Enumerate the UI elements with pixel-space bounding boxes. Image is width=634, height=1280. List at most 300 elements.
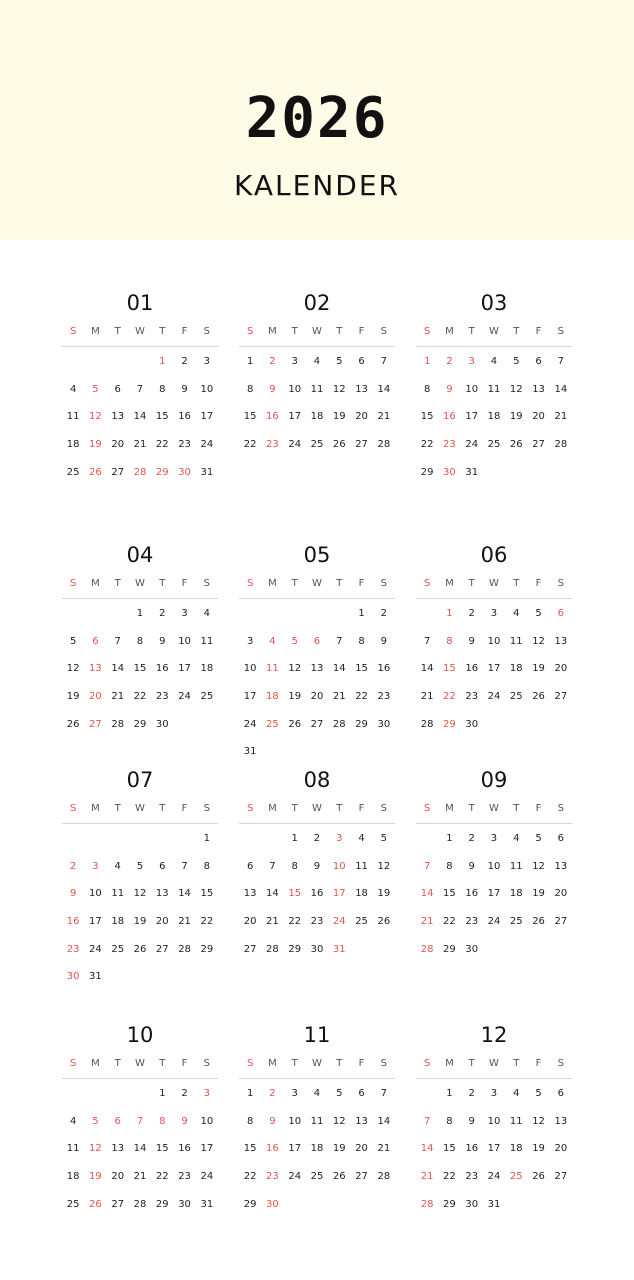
day-cell: 28 bbox=[111, 718, 125, 730]
day-cell: 28 bbox=[420, 943, 434, 955]
day-cell: 18 bbox=[111, 916, 125, 928]
month-title: 11 bbox=[303, 1023, 331, 1047]
day-cell: 8 bbox=[446, 1115, 453, 1127]
day-cell: 20 bbox=[89, 691, 102, 703]
day-cell: 15 bbox=[288, 888, 302, 900]
day-cell: 15 bbox=[155, 1143, 169, 1155]
day-cell: 18 bbox=[509, 663, 523, 675]
day-cell: 8 bbox=[246, 1115, 254, 1127]
day-cell: 18 bbox=[509, 888, 523, 900]
month-12 bbox=[416, 1022, 572, 1218]
day-cell: 21 bbox=[111, 691, 125, 703]
day-cell: 15 bbox=[133, 663, 147, 675]
day-cell: 28 bbox=[377, 1171, 391, 1183]
day-empty bbox=[328, 600, 350, 628]
day-cell: 25 bbox=[509, 691, 523, 703]
day-cell: 13 bbox=[111, 411, 125, 423]
day-cell: 23 bbox=[266, 439, 279, 451]
day-cell: 24 bbox=[487, 1171, 501, 1183]
weekday-label: T bbox=[336, 1058, 343, 1069]
month-title: 09 bbox=[480, 768, 508, 792]
day-cell: 22 bbox=[155, 439, 169, 451]
day-cell: 28 bbox=[133, 1198, 147, 1210]
year-title: 2026 bbox=[245, 86, 389, 151]
day-cell: 3 bbox=[336, 833, 343, 844]
weekday-label: S bbox=[423, 326, 431, 337]
day-cell: 3 bbox=[291, 356, 298, 367]
day-cell: 30 bbox=[66, 971, 80, 983]
day-cell: 16 bbox=[178, 411, 191, 423]
day-cell: 10 bbox=[89, 888, 102, 900]
day-cell: 26 bbox=[66, 718, 80, 730]
day-cell: 8 bbox=[136, 635, 144, 647]
day-cell: 28 bbox=[377, 439, 391, 451]
day-cell: 28 bbox=[178, 943, 191, 955]
day-cell: 15 bbox=[243, 411, 257, 423]
day-empty bbox=[84, 825, 106, 853]
day-empty bbox=[306, 600, 328, 628]
day-cell: 4 bbox=[513, 608, 520, 619]
day-cell: 6 bbox=[159, 860, 166, 872]
day-cell: 24 bbox=[178, 691, 191, 703]
day-cell: 22 bbox=[355, 691, 368, 703]
day-empty bbox=[107, 1080, 129, 1108]
day-cell: 17 bbox=[178, 663, 191, 675]
day-cell: 6 bbox=[358, 1088, 365, 1099]
day-cell: 26 bbox=[133, 943, 147, 955]
weekday-label: M bbox=[91, 803, 100, 814]
day-cell: 5 bbox=[92, 1115, 99, 1127]
day-cell: 14 bbox=[377, 1115, 391, 1127]
day-cell: 7 bbox=[336, 635, 343, 647]
day-cell: 2 bbox=[181, 1088, 188, 1099]
day-cell: 15 bbox=[200, 888, 214, 900]
day-cell: 11 bbox=[509, 860, 523, 872]
day-cell: 26 bbox=[377, 916, 391, 928]
weekday-label: M bbox=[445, 803, 454, 814]
day-cell: 21 bbox=[266, 916, 279, 928]
day-cell: 7 bbox=[557, 356, 565, 367]
day-cell: 9 bbox=[69, 888, 77, 900]
day-cell: 15 bbox=[155, 411, 169, 423]
day-cell: 1 bbox=[446, 1088, 453, 1099]
day-cell: 13 bbox=[554, 860, 568, 872]
day-cell: 7 bbox=[423, 1115, 431, 1127]
day-cell: 29 bbox=[443, 718, 456, 730]
day-cell: 8 bbox=[358, 635, 365, 647]
day-cell: 24 bbox=[288, 439, 302, 451]
day-cell: 27 bbox=[554, 1171, 568, 1183]
day-cell: 27 bbox=[111, 466, 125, 478]
day-cell: 2 bbox=[269, 356, 276, 367]
day-cell: 25 bbox=[66, 466, 80, 478]
day-empty bbox=[129, 1080, 151, 1108]
day-cell: 31 bbox=[243, 746, 257, 758]
weekday-label: W bbox=[135, 326, 145, 337]
day-cell: 16 bbox=[155, 663, 169, 675]
day-cell: 30 bbox=[377, 718, 391, 730]
day-cell: 17 bbox=[288, 1143, 302, 1155]
day-cell: 24 bbox=[200, 439, 214, 451]
day-cell: 22 bbox=[133, 691, 147, 703]
day-cell: 18 bbox=[200, 663, 214, 675]
month-11 bbox=[239, 1022, 395, 1218]
day-cell: 27 bbox=[111, 1198, 125, 1210]
day-cell: 12 bbox=[133, 888, 147, 900]
weekday-label: T bbox=[159, 326, 166, 337]
day-cell: 7 bbox=[423, 860, 431, 872]
day-cell: 4 bbox=[269, 635, 276, 647]
day-cell: 13 bbox=[554, 1115, 568, 1127]
day-cell: 19 bbox=[377, 888, 391, 900]
day-empty bbox=[151, 825, 173, 853]
day-cell: 25 bbox=[509, 1171, 523, 1183]
day-cell: 15 bbox=[243, 1143, 257, 1155]
day-cell: 22 bbox=[155, 1171, 169, 1183]
day-cell: 16 bbox=[377, 663, 391, 675]
weekday-label: M bbox=[268, 578, 277, 589]
day-cell: 27 bbox=[155, 943, 169, 955]
weekday-label: F bbox=[358, 1058, 365, 1069]
day-cell: 2 bbox=[446, 356, 453, 367]
day-cell: 17 bbox=[89, 916, 102, 928]
day-cell: 19 bbox=[66, 691, 80, 703]
day-cell: 22 bbox=[443, 1171, 456, 1183]
day-cell: 17 bbox=[465, 411, 479, 423]
month-title: 04 bbox=[126, 543, 154, 567]
day-cell: 23 bbox=[66, 943, 80, 955]
month-title: 03 bbox=[480, 291, 508, 315]
day-cell: 1 bbox=[246, 1088, 254, 1099]
day-cell: 5 bbox=[69, 635, 77, 647]
day-cell: 19 bbox=[532, 1143, 545, 1155]
weekday-label: T bbox=[114, 1058, 121, 1069]
weekday-label: W bbox=[135, 1058, 145, 1069]
day-cell: 25 bbox=[66, 1198, 80, 1210]
month-09 bbox=[416, 767, 572, 963]
day-cell: 28 bbox=[332, 718, 346, 730]
day-cell: 6 bbox=[535, 356, 542, 367]
weekday-label: M bbox=[445, 326, 454, 337]
day-cell: 16 bbox=[266, 411, 279, 423]
day-cell: 7 bbox=[423, 635, 431, 647]
day-cell: 26 bbox=[89, 466, 102, 478]
day-grid bbox=[416, 1080, 572, 1218]
weekday-label: S bbox=[246, 803, 254, 814]
day-cell: 28 bbox=[554, 439, 568, 451]
day-cell: 10 bbox=[288, 383, 302, 395]
day-cell: 19 bbox=[133, 916, 147, 928]
day-cell: 26 bbox=[332, 439, 346, 451]
day-empty bbox=[62, 348, 84, 376]
weekday-label: T bbox=[291, 578, 298, 589]
month-title: 12 bbox=[480, 1023, 508, 1047]
day-empty bbox=[239, 600, 261, 628]
day-cell: 10 bbox=[243, 663, 257, 675]
weekday-label: S bbox=[203, 1058, 211, 1069]
day-empty bbox=[173, 825, 195, 853]
weekday-label: W bbox=[312, 803, 322, 814]
day-cell: 30 bbox=[178, 466, 191, 478]
day-grid bbox=[62, 1080, 218, 1218]
month-title: 06 bbox=[480, 543, 508, 567]
day-cell: 18 bbox=[355, 888, 368, 900]
day-cell: 4 bbox=[490, 356, 498, 367]
day-cell: 4 bbox=[114, 860, 121, 872]
day-cell: 11 bbox=[487, 383, 501, 395]
weekday-label: T bbox=[114, 803, 121, 814]
calendar-subtitle: KALENDER bbox=[234, 169, 400, 202]
day-grid bbox=[239, 1080, 395, 1218]
weekday-label: F bbox=[181, 803, 188, 814]
weekday-label: S bbox=[557, 326, 565, 337]
day-cell: 23 bbox=[155, 691, 169, 703]
day-cell: 12 bbox=[66, 663, 80, 675]
calendar-header bbox=[0, 0, 634, 240]
weekday-label: W bbox=[135, 578, 145, 589]
weekday-label: S bbox=[203, 803, 211, 814]
weekday-label: S bbox=[557, 1058, 565, 1069]
day-empty bbox=[62, 1080, 84, 1108]
day-cell: 3 bbox=[490, 608, 498, 619]
day-cell: 6 bbox=[313, 635, 321, 647]
day-cell: 20 bbox=[243, 916, 257, 928]
weekday-label: T bbox=[291, 326, 298, 337]
day-cell: 6 bbox=[358, 356, 365, 367]
day-cell: 21 bbox=[332, 691, 346, 703]
day-empty bbox=[261, 600, 283, 628]
day-cell: 9 bbox=[380, 635, 388, 647]
day-cell: 6 bbox=[114, 1115, 121, 1127]
day-cell: 8 bbox=[446, 860, 453, 872]
day-cell: 10 bbox=[487, 860, 501, 872]
day-cell: 5 bbox=[336, 356, 343, 367]
day-cell: 8 bbox=[446, 635, 453, 647]
weekday-header bbox=[239, 574, 395, 599]
weekday-label: S bbox=[203, 578, 211, 589]
weekday-label: S bbox=[380, 803, 388, 814]
day-cell: 12 bbox=[532, 1115, 545, 1127]
weekday-label: F bbox=[358, 326, 365, 337]
day-grid bbox=[416, 825, 572, 963]
day-cell: 23 bbox=[443, 439, 456, 451]
day-cell: 22 bbox=[200, 916, 214, 928]
day-cell: 1 bbox=[159, 1088, 166, 1099]
day-cell: 11 bbox=[509, 1115, 523, 1127]
month-title: 10 bbox=[126, 1023, 154, 1047]
day-cell: 2 bbox=[159, 608, 166, 619]
day-empty bbox=[107, 600, 129, 628]
day-cell: 12 bbox=[377, 860, 391, 872]
day-cell: 19 bbox=[509, 411, 523, 423]
day-cell: 1 bbox=[203, 833, 211, 844]
day-cell: 5 bbox=[535, 833, 542, 844]
day-cell: 5 bbox=[291, 635, 298, 647]
day-cell: 12 bbox=[509, 383, 523, 395]
weekday-label: M bbox=[445, 1058, 454, 1069]
weekday-header bbox=[62, 799, 218, 824]
weekday-label: W bbox=[312, 578, 322, 589]
weekday-label: T bbox=[291, 803, 298, 814]
day-cell: 9 bbox=[446, 383, 453, 395]
day-cell: 1 bbox=[159, 356, 166, 367]
day-cell: 14 bbox=[111, 663, 125, 675]
day-cell: 26 bbox=[89, 1198, 102, 1210]
day-cell: 3 bbox=[246, 635, 254, 647]
day-cell: 23 bbox=[465, 916, 479, 928]
day-cell: 13 bbox=[310, 663, 324, 675]
day-cell: 4 bbox=[69, 383, 77, 395]
day-cell: 1 bbox=[291, 833, 298, 844]
day-empty bbox=[62, 600, 84, 628]
weekday-label: F bbox=[535, 326, 542, 337]
weekday-label: S bbox=[423, 578, 431, 589]
day-cell: 18 bbox=[66, 1171, 80, 1183]
day-cell: 27 bbox=[89, 718, 102, 730]
day-cell: 21 bbox=[133, 439, 147, 451]
day-cell: 22 bbox=[243, 1171, 257, 1183]
weekday-label: T bbox=[159, 803, 166, 814]
day-empty bbox=[416, 1080, 438, 1108]
day-cell: 30 bbox=[155, 718, 169, 730]
day-cell: 2 bbox=[468, 833, 475, 844]
day-cell: 16 bbox=[465, 663, 479, 675]
day-cell: 27 bbox=[310, 718, 324, 730]
day-cell: 12 bbox=[288, 663, 302, 675]
day-cell: 20 bbox=[355, 1143, 368, 1155]
weekday-label: T bbox=[114, 326, 121, 337]
day-cell: 19 bbox=[89, 1171, 102, 1183]
day-cell: 28 bbox=[133, 466, 147, 478]
day-cell: 21 bbox=[420, 1171, 434, 1183]
weekday-label: T bbox=[291, 1058, 298, 1069]
day-cell: 20 bbox=[355, 411, 368, 423]
day-cell: 4 bbox=[69, 1115, 77, 1127]
day-cell: 5 bbox=[136, 860, 144, 872]
day-grid bbox=[62, 348, 218, 486]
day-cell: 12 bbox=[332, 383, 346, 395]
day-cell: 30 bbox=[465, 943, 479, 955]
weekday-label: W bbox=[489, 1058, 499, 1069]
day-cell: 17 bbox=[200, 411, 214, 423]
day-cell: 16 bbox=[266, 1143, 279, 1155]
weekday-label: S bbox=[380, 578, 388, 589]
weekday-label: F bbox=[535, 578, 542, 589]
weekday-label: S bbox=[423, 1058, 431, 1069]
day-cell: 27 bbox=[532, 439, 545, 451]
day-cell: 14 bbox=[178, 888, 191, 900]
day-cell: 22 bbox=[443, 691, 456, 703]
day-cell: 14 bbox=[332, 663, 346, 675]
weekday-header bbox=[62, 322, 218, 347]
month-02 bbox=[239, 290, 395, 459]
weekday-header bbox=[416, 574, 572, 599]
day-cell: 31 bbox=[200, 466, 214, 478]
day-cell: 14 bbox=[133, 1143, 147, 1155]
day-cell: 26 bbox=[332, 1171, 346, 1183]
weekday-label: T bbox=[114, 578, 121, 589]
day-cell: 26 bbox=[532, 916, 545, 928]
day-cell: 9 bbox=[468, 1115, 475, 1127]
day-empty bbox=[261, 825, 283, 853]
day-cell: 25 bbox=[355, 916, 368, 928]
day-cell: 19 bbox=[332, 411, 346, 423]
day-cell: 19 bbox=[532, 888, 545, 900]
day-cell: 26 bbox=[532, 1171, 545, 1183]
weekday-label: S bbox=[423, 803, 431, 814]
day-cell: 14 bbox=[420, 1143, 434, 1155]
day-cell: 20 bbox=[111, 1171, 125, 1183]
weekday-label: F bbox=[358, 803, 365, 814]
day-cell: 26 bbox=[509, 439, 523, 451]
weekday-label: F bbox=[358, 578, 365, 589]
day-cell: 5 bbox=[513, 356, 520, 367]
weekday-label: T bbox=[513, 1058, 520, 1069]
day-cell: 3 bbox=[203, 356, 211, 367]
day-cell: 15 bbox=[420, 411, 434, 423]
day-cell: 29 bbox=[243, 1198, 257, 1210]
day-cell: 21 bbox=[178, 916, 191, 928]
day-cell: 2 bbox=[181, 356, 188, 367]
weekday-label: S bbox=[380, 1058, 388, 1069]
day-cell: 21 bbox=[420, 916, 434, 928]
day-cell: 27 bbox=[355, 1171, 368, 1183]
day-cell: 17 bbox=[487, 888, 501, 900]
day-cell: 21 bbox=[420, 691, 434, 703]
day-cell: 31 bbox=[200, 1198, 214, 1210]
day-cell: 27 bbox=[554, 691, 568, 703]
day-cell: 7 bbox=[269, 860, 276, 872]
day-cell: 12 bbox=[532, 635, 545, 647]
day-empty bbox=[84, 600, 106, 628]
day-empty bbox=[416, 825, 438, 853]
day-cell: 8 bbox=[203, 860, 211, 872]
weekday-label: T bbox=[513, 578, 520, 589]
day-cell: 7 bbox=[136, 383, 144, 395]
day-cell: 5 bbox=[92, 383, 99, 395]
weekday-label: T bbox=[159, 1058, 166, 1069]
day-cell: 2 bbox=[468, 608, 475, 619]
day-cell: 15 bbox=[443, 663, 456, 675]
day-cell: 4 bbox=[313, 356, 321, 367]
day-cell: 8 bbox=[159, 1115, 166, 1127]
day-cell: 23 bbox=[178, 1171, 191, 1183]
day-cell: 8 bbox=[291, 860, 298, 872]
day-cell: 11 bbox=[111, 888, 125, 900]
day-cell: 20 bbox=[554, 1143, 568, 1155]
day-cell: 22 bbox=[288, 916, 302, 928]
day-empty bbox=[416, 600, 438, 628]
day-cell: 14 bbox=[133, 411, 147, 423]
day-cell: 9 bbox=[468, 635, 475, 647]
weekday-label: W bbox=[135, 803, 145, 814]
day-cell: 9 bbox=[269, 1115, 276, 1127]
day-cell: 4 bbox=[313, 1088, 321, 1099]
weekday-label: S bbox=[557, 578, 565, 589]
day-cell: 15 bbox=[443, 1143, 456, 1155]
day-cell: 11 bbox=[66, 1143, 80, 1155]
day-cell: 10 bbox=[288, 1115, 302, 1127]
day-cell: 14 bbox=[420, 663, 434, 675]
month-title: 02 bbox=[303, 291, 331, 315]
day-cell: 21 bbox=[133, 1171, 147, 1183]
day-cell: 17 bbox=[332, 888, 346, 900]
day-cell: 7 bbox=[181, 860, 188, 872]
day-cell: 1 bbox=[446, 833, 453, 844]
month-08 bbox=[239, 767, 395, 963]
day-cell: 24 bbox=[332, 916, 346, 928]
day-cell: 1 bbox=[446, 608, 453, 619]
